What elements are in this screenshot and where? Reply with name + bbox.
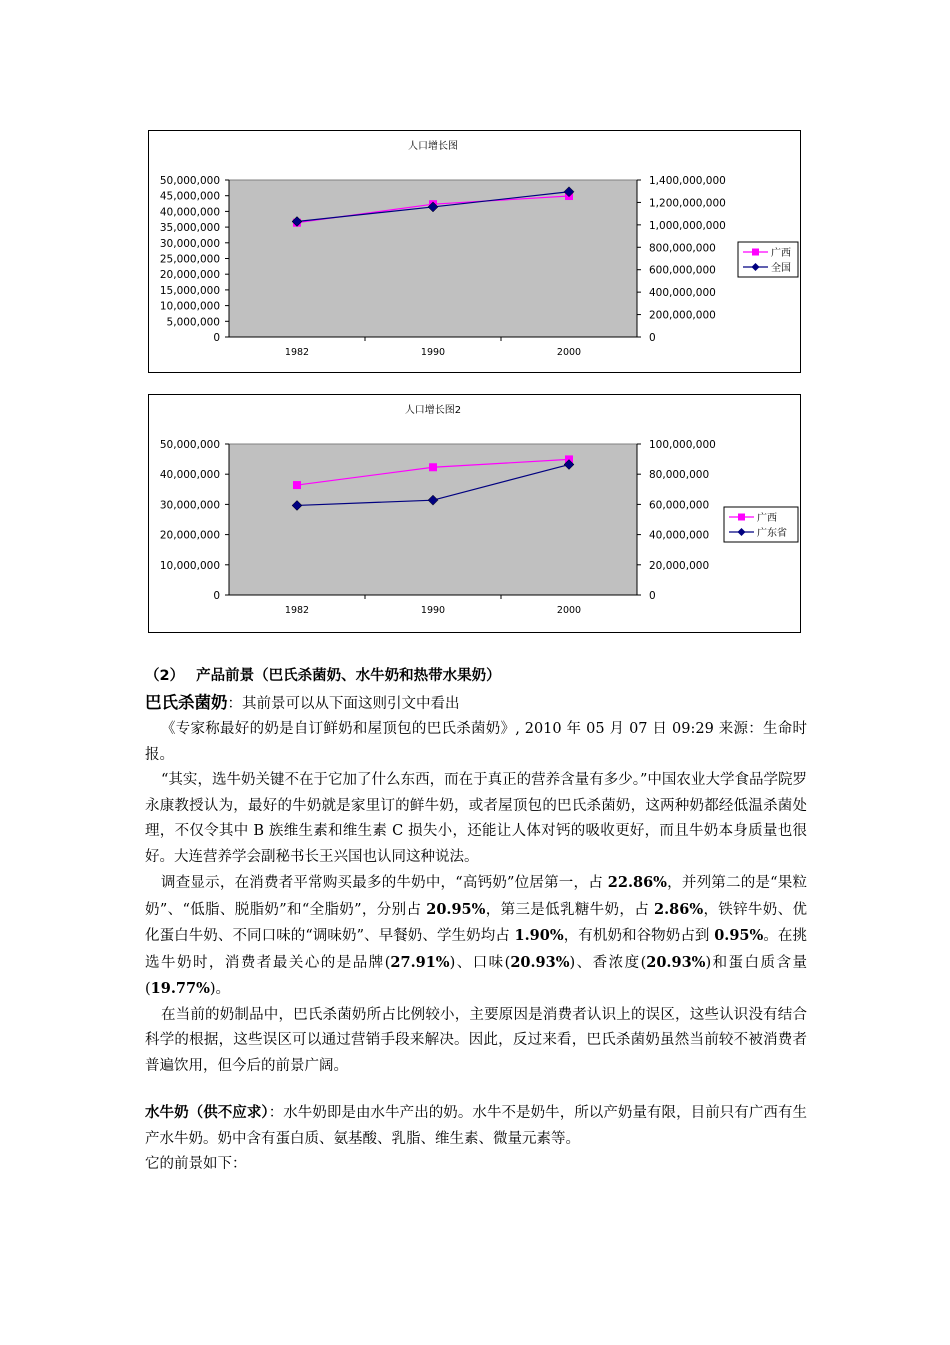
paragraph-buffalo-milk (145, 1101, 807, 1152)
y-right-tick-label: 200,000,000 (649, 309, 716, 322)
survey-pct: 27.91% (390, 953, 450, 971)
y-left-tick-label: 15,000,000 (159, 284, 220, 297)
y-right-tick-label: 80,000,000 (649, 469, 710, 482)
y-right-tick-label: 1,200,000,000 (649, 197, 726, 210)
paragraph-pasteurized-intro (145, 690, 807, 718)
paragraph-outlook-intro: 它的前景如下： (145, 1156, 247, 1172)
chart-population-growth (148, 130, 801, 373)
y-left-tick-label: 5,000,000 (166, 316, 220, 329)
y-left-tick-label: 40,000,000 (159, 206, 220, 219)
survey-pct: 0.95% (714, 927, 764, 944)
chart-2-svg (149, 395, 800, 632)
series-point-0 (293, 481, 301, 489)
legend-label: 广西 (757, 513, 777, 524)
survey-pct: 19.77% (150, 980, 210, 997)
y-right-tick-label: 800,000,000 (649, 242, 716, 255)
survey-pct: 20.93% (646, 953, 706, 971)
survey-text: ，并列第二的是“果粒奶”、“低脂、脱脂奶”和“全脂奶”，分别占 (145, 875, 807, 918)
section-number: （2） (145, 668, 185, 684)
survey-pct: 2.86% (654, 900, 704, 918)
section-heading (145, 664, 807, 690)
buffalo-milk-label: 水牛奶（供不应求） (145, 1105, 269, 1121)
y-right-tick-label: 20,000,000 (649, 559, 710, 572)
paragraph-outlook: 在当前的奶制品中，巴氏杀菌奶所占比例较小，主要原因是消费者认识上的误区，这些认识没有结合科学的根据，这些误区可以通过营销手段来解决。因此，反过来看，巴氏杀菌奶虽然当前较不被消费者普遍饮用，但今后的前景广阔。 (145, 1006, 807, 1074)
y-left-tick-label: 10,000,000 (159, 559, 220, 572)
y-left-tick-label: 35,000,000 (159, 222, 220, 235)
survey-text: )、香浓度( (569, 954, 647, 971)
y-left-tick-label: 20,000,000 (159, 269, 220, 282)
y-right-tick-label: 600,000,000 (649, 264, 716, 277)
y-right-tick-label: 1,400,000,000 (649, 175, 726, 187)
chart-title: 人口增长图 (408, 141, 458, 152)
survey-text: )、口味( (449, 954, 511, 971)
y-left-tick-label: 30,000,000 (159, 499, 220, 512)
y-left-tick-label: 0 (213, 590, 220, 602)
y-right-tick-label: 40,000,000 (649, 529, 710, 542)
x-tick-label: 2000 (556, 347, 582, 358)
survey-pct: 20.95% (426, 900, 486, 918)
survey-pct: 22.86% (607, 874, 667, 891)
y-right-tick-label: 1,000,000,000 (649, 219, 726, 232)
x-tick-label: 1982 (284, 347, 310, 358)
chart-population-growth-2 (148, 394, 801, 633)
pasteurized-milk-label: 巴氏杀菌奶 (145, 692, 228, 712)
legend-marker-0 (752, 249, 759, 256)
y-left-tick-label: 40,000,000 (159, 469, 220, 482)
buffalo-milk-text: ：水牛奶即是由水牛产出的奶。水牛不是奶牛，所以产奶量有限，目前只有广西有生产水牛奶。奶中含有蛋白质、氨基酸、乳脂、维生素、微量元素等。 (145, 1105, 807, 1147)
y-right-tick-label: 100,000,000 (649, 439, 716, 451)
y-right-tick-label: 400,000,000 (649, 287, 716, 300)
x-tick-label: 1990 (420, 605, 446, 616)
survey-pct: 20.93% (510, 953, 570, 971)
y-right-tick-label: 0 (649, 332, 656, 344)
section-title: 产品前景（巴氏杀菌奶、水牛奶和热带水果奶） (196, 668, 501, 684)
y-left-tick-label: 45,000,000 (159, 190, 220, 203)
y-left-tick-label: 50,000,000 (159, 439, 220, 451)
survey-text: 。在挑选牛奶时，消费者最关心的是品牌( (145, 928, 808, 971)
survey-text: ，有机奶和谷物奶占到 (563, 928, 715, 944)
legend-marker-0 (738, 514, 745, 521)
series-point-0 (429, 463, 437, 471)
paragraph-citation: 《专家称最好的奶是自订鲜奶和屋顶包的巴氏杀菌奶》, 2010 年 05 月 07 日 09:29 来源：生命时报。 (145, 721, 807, 763)
y-left-tick-label: 50,000,000 (159, 175, 220, 187)
x-tick-label: 1990 (420, 347, 446, 358)
legend-label: 广西 (771, 248, 791, 259)
survey-text: )。 (209, 981, 231, 997)
y-right-tick-label: 60,000,000 (649, 499, 710, 512)
y-left-tick-label: 0 (213, 332, 220, 344)
legend-label: 全国 (771, 263, 791, 274)
survey-text: ，铁锌牛奶、优化蛋白牛奶、不同口味的“调味奶”、早餐奶、学生奶均占 (145, 901, 807, 944)
y-left-tick-label: 10,000,000 (159, 300, 220, 313)
paragraph-survey (145, 870, 807, 1003)
survey-text: )和蛋白质含量( (145, 954, 807, 997)
chart-1-svg (149, 131, 800, 372)
pasteurized-intro-text: ：其前景可以从下面这则引文中看出 (227, 695, 460, 712)
chart-title: 人口增长图2 (404, 405, 462, 416)
survey-pct: 1.90% (514, 927, 564, 944)
paragraph-quote: “其实，选牛奶关键不在于它加了什么东西，而在于真正的营养含量有多少。”中国农业大学食品学院罗永康教授认为，最好的牛奶就是家里订的鲜牛奶，或者屋顶包的巴氏杀菌奶，这两种奶都经低温杀菌处理，不仅令其中 B 族维生素和维生素 C 损失小，还能让人体对钙的吸收更好，而且牛奶本身质量也很好。大连营养学会副秘书长王兴国也认同这种说法。 (145, 772, 807, 865)
document-body (145, 664, 807, 1178)
y-left-tick-label: 25,000,000 (159, 253, 220, 266)
x-tick-label: 2000 (556, 605, 582, 616)
y-right-tick-label: 0 (649, 590, 656, 602)
survey-text: 调查显示，在消费者平常购买最多的牛奶中，“高钙奶”位居第一，占 (161, 875, 608, 891)
survey-text: ，第三是低乳糖牛奶，占 (485, 901, 654, 918)
y-left-tick-label: 20,000,000 (159, 529, 220, 542)
y-left-tick-label: 30,000,000 (159, 237, 220, 250)
legend-label: 广东省 (757, 528, 787, 539)
x-tick-label: 1982 (284, 605, 310, 616)
